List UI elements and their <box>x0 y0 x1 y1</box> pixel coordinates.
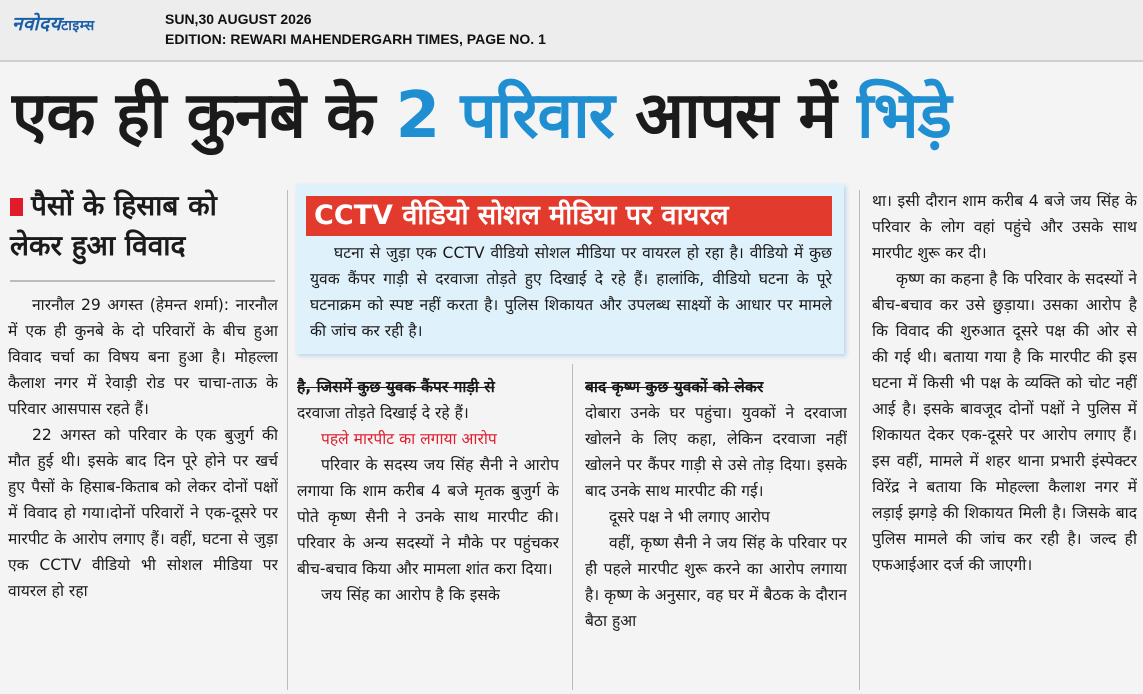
article-paragraph: नारनौल 29 अगस्त (हेमन्त शर्मा): नारनौल में एक ही कुनबे के दो परिवारों के बीच हुआ विवाद चर्चा का विषय बना हुआ है। मोहल्ला कैलाश नगर में रेवाड़ी रोड पर चाचा-ताऊ के परिवार आसपास रहते हैं। <box>8 296 278 418</box>
sub-headline <box>10 186 275 266</box>
article-paragraph: जय सिंह का आरोप है कि इसके <box>321 586 500 604</box>
column-divider <box>572 364 573 690</box>
cut-line: है, जिसमें कुछ युवक कैंपर गाड़ी से <box>297 378 495 396</box>
cut-line: बाद कृष्ण कुछ युवकों को लेकर <box>585 378 764 396</box>
edition-name: EDITION: REWARI MAHENDERGARH TIMES, PAGE NO. 1 <box>165 31 546 47</box>
article-column-4 <box>872 188 1137 693</box>
edition-date: SUN,30 AUGUST 2026 <box>165 11 312 27</box>
divider <box>10 280 275 282</box>
headline-part-1: एक ही कुनबे के <box>12 79 396 153</box>
column-divider <box>287 190 288 690</box>
article-paragraph: दरवाजा तोड़ते दिखाई दे रहे हैं। <box>297 404 469 422</box>
main-headline <box>12 76 1137 156</box>
sub-headline-text: पैसों के हिसाब को लेकर हुआ विवाद <box>10 189 217 262</box>
column-divider <box>859 190 860 690</box>
section-subheading: दूसरे पक्ष ने भी लगाए आरोप <box>609 508 770 526</box>
headline-part-3: आपस में <box>613 79 858 153</box>
highlight-box-body: घटना से जुड़ा एक CCTV वीडियो सोशल मीडिया पर वायरल हो रहा है। वीडियो में कुछ युवक कैंपर गाड़ी से दरवाजा तोड़ते हुए दिखाई दे रहे हैं। हालांकि, वीडियो घटना के पूरे घटनाक्रम को स्पष्ट नहीं करता है। पुलिस शिकायत और उपलब्ध साक्ष्यों के आधार पर मामले की जांच कर रही है। <box>310 244 832 340</box>
article-column-2 <box>297 374 559 694</box>
edition-info <box>165 9 546 49</box>
highlight-box-title: CCTV वीडियो सोशल मीडिया पर वायरल <box>306 196 832 236</box>
red-bullet-icon <box>10 198 23 216</box>
newspaper-logo[interactable] <box>12 10 95 36</box>
logo-text-navodaya: नवोदय <box>12 13 62 35</box>
logo-text-times: टाइम्स <box>61 18 95 34</box>
article-paragraph: कृष्ण का कहना है कि परिवार के सदस्यों ने बीच-बचाव कर उसे छुड़ाया। उसका आरोप है कि विवाद की शुरुआत दूसरे पक्ष की ओर से की गई थी। बताया गया है कि मारपीट की इस घटना में किसी भी पक्ष के व्यक्ति को चोट नहीं आई है। इसके बावजूद दोनों पक्षों ने पुलिस में शिकायत देकर एक-दूसरे पर आरोप लगाए हैं। इस वहीं, मामले में शहर थाना प्रभारी इंस्पेक्टर विरेंद्र ने बताया कि मोहल्ला कैलाश नगर में लड़ाई झगड़े की शिकायत मिली है। जिसके बाद पुलिस मामले की जांच कर रही है। जल्द ही एफआईआर दर्ज की जाएगी। <box>872 270 1137 574</box>
article-paragraph: परिवार के सदस्य जय सिंह सैनी ने आरोप लगाया कि शाम करीब 4 बजे मृतक बुजुर्ग के पोते कृष्ण सैनी ने उनके साथ मारपीट की। परिवार के अन्य सदस्यों ने मौके पर पहुंचकर बीच-बचाव किया और मामला शांत करा दिया। <box>297 456 559 578</box>
headline-part-2: 2 परिवार <box>395 79 614 153</box>
article-paragraph: था। इसी दौरान शाम करीब 4 बजे जय सिंह के परिवार के लोग वहां पहुंचे और उसके साथ मारपीट शुरू कर दी। <box>872 192 1137 262</box>
article-paragraph: वहीं, कृष्ण सैनी ने जय सिंह के परिवार पर ही पहले मारपीट शुरू करने का आरोप लगाया है। कृष्ण के अनुसार, वह घर में बैठक के दौरान बैठा हुआ <box>585 534 847 630</box>
page-header <box>0 0 1143 62</box>
section-subheading: पहले मारपीट का लगाया आरोप <box>321 430 497 448</box>
headline-part-4: भिड़े <box>857 79 951 153</box>
highlight-box <box>296 184 844 354</box>
article-column-3 <box>585 374 847 694</box>
article-column-1 <box>8 292 278 692</box>
article-paragraph: 22 अगस्त को परिवार के एक बुजुर्ग की मौत हुई थी। इसके बाद दिन पूरे होने पर खर्च हुए पैसों के हिसाब-किताब को लेकर दोनों पक्षों में विवाद हो गया।दोनों परिवारों ने एक-दूसरे पर मारपीट के आरोप लगाए हैं। वहीं, घटना से जुड़ा एक CCTV वीडियो भी सोशल मीडिया पर वायरल हो रहा <box>8 426 278 600</box>
article-paragraph: दोबारा उनके घर पहुंचा। युवकों ने दरवाजा खोलने के लिए कहा, लेकिन दरवाजा नहीं खोलने पर कैंपर गाड़ी से उसे तोड़ दिया। इसके बाद उनके साथ मारपीट की गई। <box>585 404 847 500</box>
